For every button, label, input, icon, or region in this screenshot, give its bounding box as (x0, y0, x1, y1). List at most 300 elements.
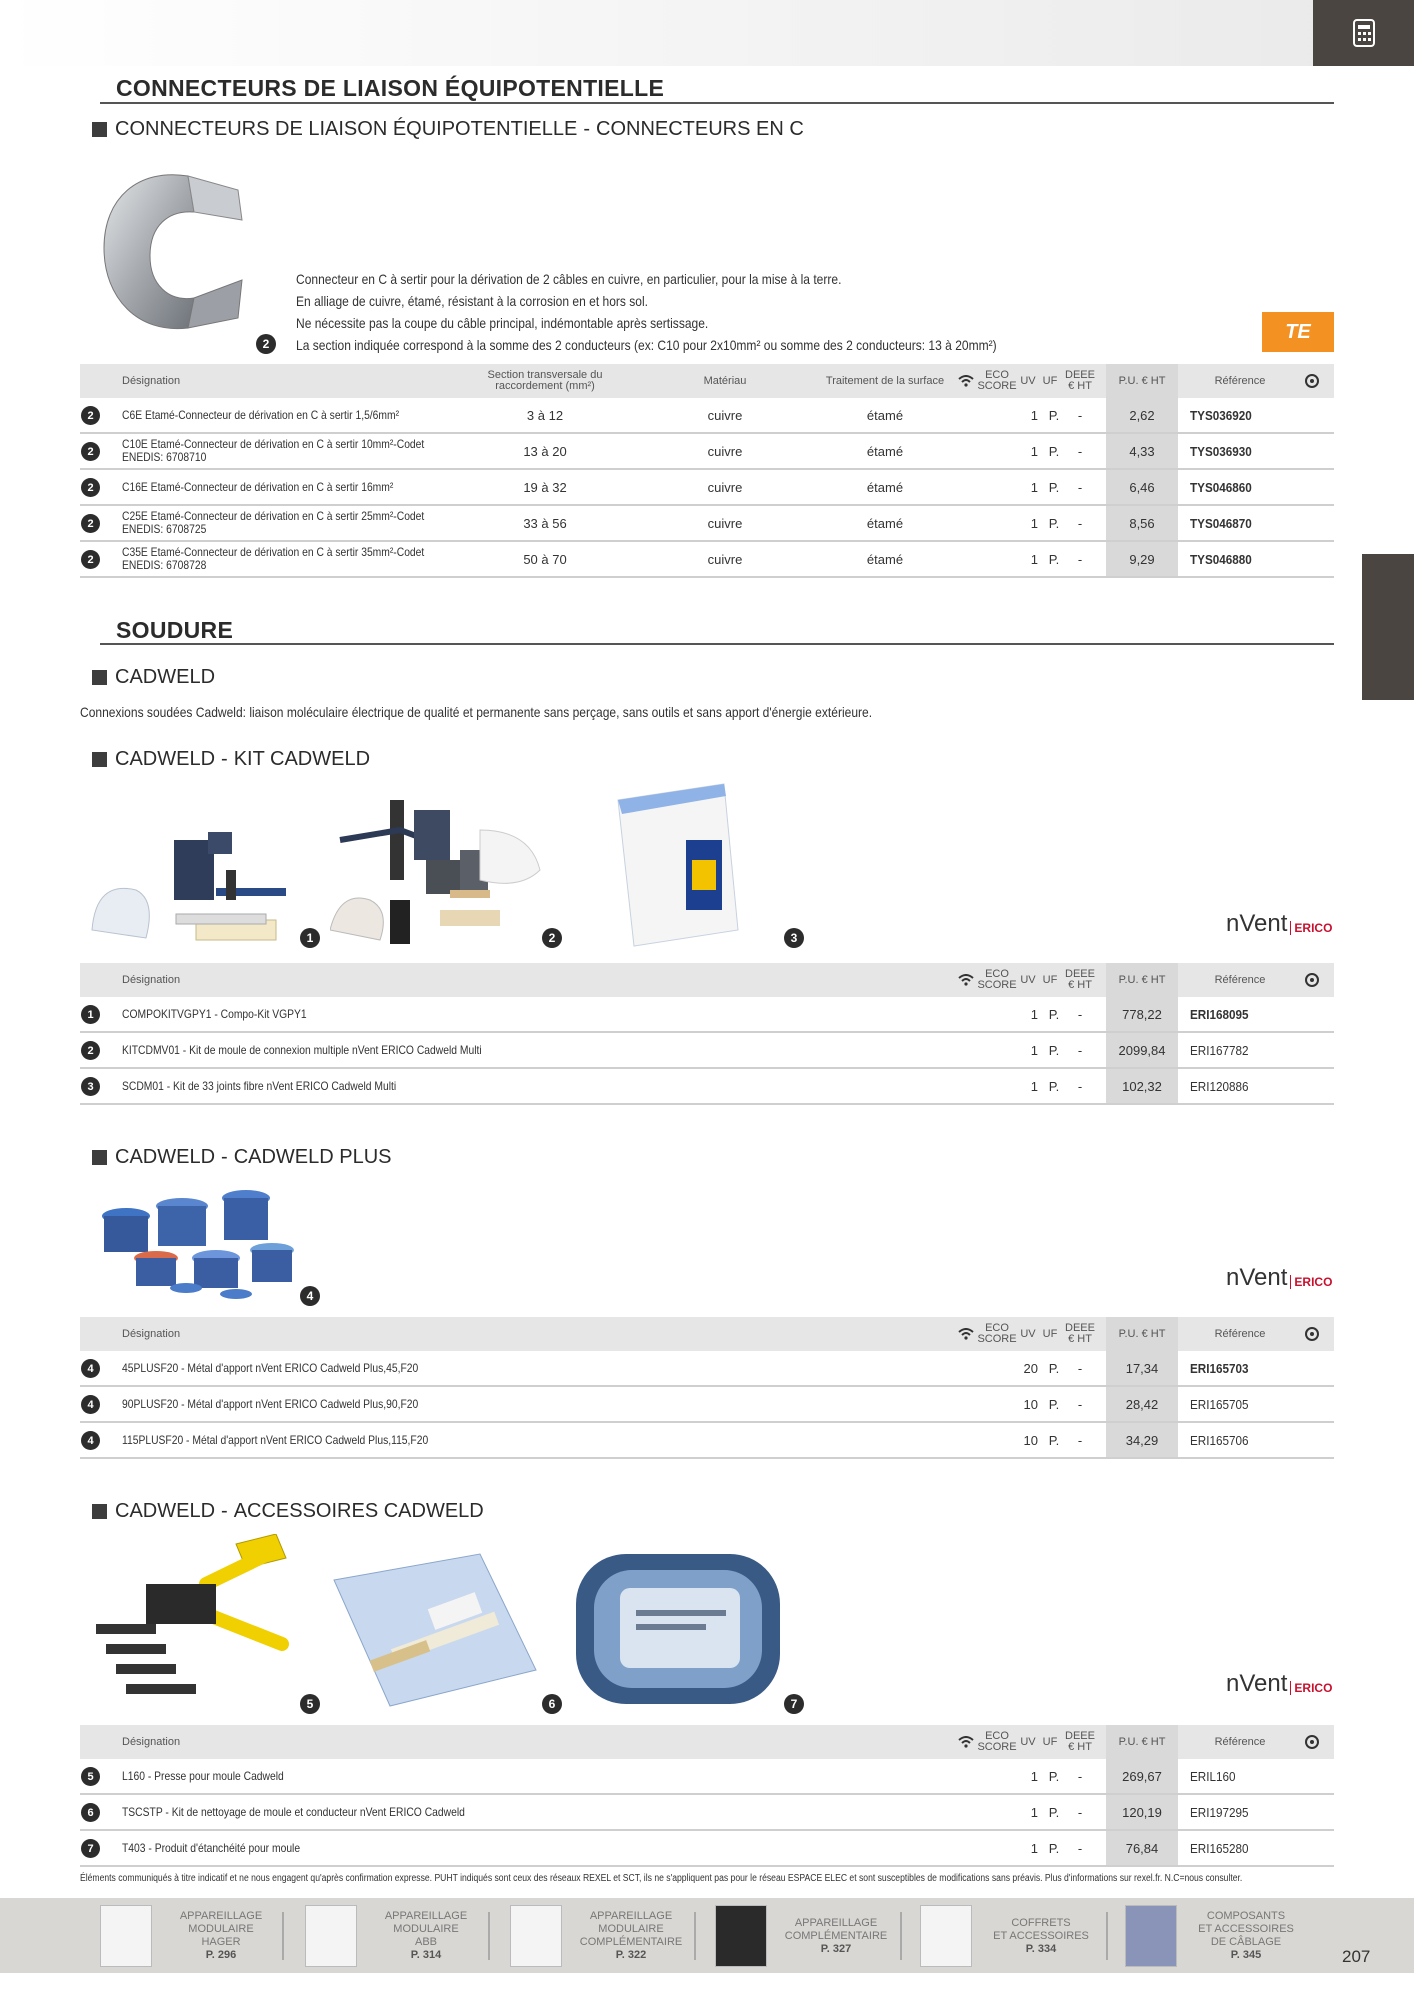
item-number-badge: 1 (81, 1005, 100, 1024)
col-eco-score (977, 1725, 1017, 1759)
footer-line: MODULAIRE (188, 1923, 254, 1935)
cell-designation (122, 506, 425, 540)
table-row[interactable] (80, 1069, 1334, 1105)
cell-designation: KITCDMV01 - Kit de moule de connexion multiple nVent ERICO Cadweld Multi (122, 1042, 482, 1057)
cell-designation: COMPOKITVGPY1 - Compo-Kit VGPY1 (122, 1006, 307, 1021)
table-row[interactable] (80, 398, 1334, 434)
footer-line: APPAREILLAGE (384, 1910, 468, 1922)
col-deee (1065, 1317, 1095, 1351)
contactor-thumbnail (715, 1905, 767, 1967)
cell-uf: P. (1048, 551, 1060, 567)
cell-traitement: étamé (866, 443, 904, 459)
footer-text (166, 1910, 276, 1962)
section-title-soudure: SOUDURE (116, 617, 234, 643)
subsection-sub: KIT CADWELD (233, 748, 371, 770)
item-number-badge: 4 (81, 1395, 100, 1414)
designation-line: ENEDIS: 6708710 (122, 450, 207, 464)
cadweld-description: Connexions soudées Cadweld: liaison moléculaire électrique de qualité et permanente sans perçage, sans outils et sans apport d'énergie extérieure. (80, 704, 873, 720)
section-rule (100, 643, 1334, 645)
footer-line: APPAREILLAGE (179, 1910, 263, 1922)
item-badge-6: 6 (542, 1694, 562, 1714)
desc-line: Connecteur en C à sertir pour la dérivation de 2 câbles en cuivre, en particulier, pour la mise à la terre. (296, 271, 842, 287)
footer-page: P. 296 (205, 1949, 237, 1961)
nvent-name: nVent (1226, 910, 1288, 937)
recycle-icon (1300, 1317, 1324, 1351)
cell-reference: TYS036930 (1190, 443, 1252, 459)
nvent-erico-logo (1226, 910, 1332, 938)
col-designation: Désignation (122, 1327, 181, 1340)
cell-deee: - (1077, 443, 1083, 459)
square-bullet-icon (92, 670, 107, 685)
cell-designation (122, 542, 425, 576)
cabinet-thumbnail (920, 1905, 972, 1967)
table-cadweld-plus (80, 1317, 1334, 1459)
cell-uf: P. (1048, 1768, 1060, 1784)
footer-line: APPAREILLAGE (589, 1910, 673, 1922)
score-label: SCORE (977, 380, 1017, 392)
footer-line: MODULAIRE (598, 1923, 664, 1935)
footer-page: P. 334 (1025, 1942, 1057, 1955)
nvent-name: nVent (1226, 1264, 1288, 1291)
square-bullet-icon (92, 1504, 107, 1519)
cell-section: 33 à 56 (523, 515, 567, 531)
score-label: SCORE (977, 1333, 1017, 1345)
designation-line: C25E Etamé-Connecteur de dérivation en C à sertir 25mm²-Codet (122, 509, 425, 523)
cell-deee: - (1077, 479, 1083, 495)
recycle-icon (1300, 1725, 1324, 1759)
eco-label: ECO (985, 1322, 1009, 1334)
cell-price: 778,22 (1106, 997, 1178, 1031)
cell-section: 13 à 20 (523, 443, 567, 459)
cell-reference: ERI165703 (1190, 1360, 1249, 1376)
item-badge-4: 4 (300, 1286, 320, 1306)
footer-page: P. 322 (615, 1949, 647, 1961)
cell-price: 2099,84 (1106, 1033, 1178, 1067)
cell-designation: 90PLUSF20 - Métal d'apport nVent ERICO Cadweld Plus,90,F20 (122, 1396, 419, 1411)
cell-designation (122, 434, 425, 468)
col-materiau: Matériau (703, 374, 747, 387)
footer-line: COMPOSANTS (1206, 1910, 1286, 1922)
subsection-main: CONNECTEURS DE LIAISON ÉQUIPOTENTIELLE (115, 118, 578, 140)
legal-footnote: Éléments communiqués à titre indicatif et ne nous engagent qu'après confirmation expresse. PUHT indiqués sont ceux des réseaux REXEL et SCT, ils ne s'appliquent pas pour le réseau ESPACE ELEC et sont susceptibles de modifications sans préavis. Plus d'informations sur rexel.fr. N.C=nous consulter. (80, 1873, 1243, 1884)
cell-price: 28,42 (1106, 1387, 1178, 1421)
cell-deee: - (1077, 1360, 1083, 1376)
col-uv: UV (1020, 973, 1036, 986)
nvent-name: nVent (1226, 1670, 1288, 1697)
deee-label: DEEE (1065, 1730, 1095, 1742)
col-puht: P.U. € HT (1106, 364, 1178, 398)
table-row[interactable] (80, 434, 1334, 470)
footer-divider (1106, 1912, 1108, 1960)
wifi-icon (954, 963, 978, 997)
section-rule (100, 102, 1334, 104)
score-label: SCORE (977, 1741, 1017, 1753)
cell-reference: ERI197295 (1190, 1804, 1249, 1820)
cell-uv: 1 (1030, 443, 1038, 459)
timer-thumbnail (510, 1905, 562, 1967)
item-number-badge: 7 (81, 1839, 100, 1858)
table-body (80, 398, 1334, 578)
item-badge-3: 3 (784, 928, 804, 948)
deee-unit: € HT (1068, 380, 1092, 392)
footer-divider (694, 1912, 696, 1960)
subsection-main: CADWELD (115, 1500, 216, 1522)
table-row[interactable] (80, 1831, 1334, 1867)
item-number-badge: 2 (81, 406, 100, 425)
cell-materiau: cuivre (707, 443, 743, 459)
cadweld-plus-cups-image (86, 1176, 306, 1306)
table-row[interactable] (80, 997, 1334, 1033)
cell-price: 6,46 (1106, 470, 1178, 504)
table-row[interactable] (80, 1795, 1334, 1831)
col-traitement: Traitement de la surface (825, 374, 945, 387)
item-number-badge: 2 (81, 550, 100, 569)
col-uf: UF (1042, 1327, 1058, 1340)
deee-label: DEEE (1065, 369, 1095, 381)
desc-line: En alliage de cuivre, étamé, résistant à la corrosion en et hors sol. (296, 293, 649, 309)
deee-unit: € HT (1068, 979, 1092, 991)
square-bullet-icon (92, 752, 107, 767)
table-header (80, 1317, 1334, 1351)
col-reference: Référence (1214, 1735, 1266, 1748)
footer-line: ET ACCESSOIRES (993, 1929, 1089, 1942)
footer-line: COMPLÉMENTAIRE (784, 1929, 888, 1942)
designation-line: C6E Etamé-Connecteur de dérivation en C à sertir 1,5/6mm² (122, 407, 400, 422)
cell-designation: SCDM01 - Kit de 33 joints fibre nVent ERICO Cadweld Multi (122, 1078, 397, 1093)
subsection-main: CADWELD (115, 748, 216, 770)
subsection-title-accessoires (92, 1500, 484, 1523)
subsection-main: CADWELD (115, 1146, 216, 1168)
item-badge-5: 5 (300, 1694, 320, 1714)
cell-reference: ERI167782 (1190, 1042, 1249, 1058)
nvent-erico-logo (1226, 1264, 1332, 1292)
eco-label: ECO (985, 369, 1009, 381)
subsection-separator: - (583, 118, 590, 140)
subsection-sub: CADWELD PLUS (233, 1146, 392, 1168)
col-designation: Désignation (122, 973, 181, 986)
cell-designation: T403 - Produit d'étanchéité pour moule (122, 1840, 301, 1855)
item-badge-1: 1 (300, 928, 320, 948)
item-number-badge: 2 (81, 1041, 100, 1060)
cell-uv: 1 (1030, 1768, 1038, 1784)
col-puht: P.U. € HT (1106, 1317, 1178, 1351)
item-badge-2: 2 (542, 928, 562, 948)
col-uv: UV (1020, 1327, 1036, 1340)
cell-deee: - (1077, 551, 1083, 567)
product-description (296, 268, 997, 356)
cell-uf: P. (1048, 479, 1060, 495)
cell-uv: 10 (1023, 1432, 1038, 1448)
recycle-icon (1300, 364, 1324, 398)
breaker-thumbnail (100, 1905, 152, 1967)
col-puht: P.U. € HT (1106, 963, 1178, 997)
table-header (80, 364, 1334, 398)
item-number-badge: 2 (81, 514, 100, 533)
top-bar (0, 0, 1414, 66)
footer-divider (282, 1912, 284, 1960)
col-deee (1065, 963, 1095, 997)
cell-uv: 1 (1030, 1078, 1038, 1094)
cell-uf: P. (1048, 1078, 1060, 1094)
cell-price: 8,56 (1106, 506, 1178, 540)
square-bullet-icon (92, 1150, 107, 1165)
designation-line: C35E Etamé-Connecteur de dérivation en C à sertir 35mm²-Codet (122, 545, 425, 559)
side-tab[interactable] (1362, 554, 1414, 700)
footer-link-abb[interactable] (305, 1904, 481, 1968)
footer-text (986, 1917, 1096, 1956)
cell-deee: - (1077, 1396, 1083, 1412)
desc-line: La section indiquée correspond à la somme des 2 conducteurs (ex: C10 pour 2x10mm² ou somme des 2 conducteurs: 13 à 20mm²) (296, 337, 997, 353)
footer-line: APPAREILLAGE (794, 1916, 878, 1929)
col-eco-score (977, 1317, 1017, 1351)
erico-name: ERICO (1290, 1681, 1332, 1695)
item-number-badge: 4 (81, 1359, 100, 1378)
table-row[interactable] (80, 506, 1334, 542)
table-row[interactable] (80, 1387, 1334, 1423)
footer-page: P. 345 (1230, 1949, 1262, 1961)
col-reference: Référence (1214, 973, 1266, 986)
col-eco-score (977, 364, 1017, 398)
cell-reference: ERI165706 (1190, 1432, 1249, 1448)
item-number-badge: 2 (81, 442, 100, 461)
cell-designation: L160 - Presse pour moule Cadweld (122, 1768, 284, 1783)
page-number: 207 (1342, 1947, 1371, 1966)
table-body (80, 1759, 1334, 1867)
footer-line: DE CÂBLAGE (1210, 1936, 1282, 1948)
cell-materiau: cuivre (707, 551, 743, 567)
cell-designation: TSCSTP - Kit de nettoyage de moule et conducteur nVent ERICO Cadweld (122, 1804, 465, 1819)
item-number-badge: 6 (81, 1803, 100, 1822)
presse-moule-image (86, 1534, 306, 1714)
eco-label: ECO (985, 968, 1009, 980)
cell-uf: P. (1048, 515, 1060, 531)
cell-section: 3 à 12 (526, 407, 564, 423)
col-designation: Désignation (122, 374, 181, 387)
cell-uv: 1 (1030, 1840, 1038, 1856)
cell-uf: P. (1048, 1432, 1060, 1448)
square-bullet-icon (92, 122, 107, 137)
cell-reference: TYS046870 (1190, 515, 1252, 531)
cell-traitement: étamé (866, 515, 904, 531)
cell-uv: 1 (1030, 1804, 1038, 1820)
col-uf: UF (1042, 1735, 1058, 1748)
cell-reference: ERI120886 (1190, 1078, 1249, 1094)
footer-line: MODULAIRE (393, 1923, 459, 1935)
table-accessoires (80, 1725, 1334, 1867)
cell-uf: P. (1048, 443, 1060, 459)
wifi-icon (954, 364, 978, 398)
table-row[interactable] (80, 470, 1334, 506)
cell-reference: ERI165280 (1190, 1840, 1249, 1856)
cell-deee: - (1077, 1078, 1083, 1094)
deee-label: DEEE (1065, 1322, 1095, 1334)
subsection-separator: - (221, 748, 228, 770)
designation-line: C16E Etamé-Connecteur de dérivation en C à sertir 16mm² (122, 479, 394, 494)
footer-line: COFFRETS (1011, 1916, 1071, 1929)
table-connecteurs (80, 364, 1334, 578)
nvent-erico-logo (1226, 1670, 1332, 1698)
cell-deee: - (1077, 1006, 1083, 1022)
footer-link-composants[interactable] (1125, 1904, 1301, 1968)
erico-name: ERICO (1290, 921, 1332, 935)
cell-traitement: étamé (866, 407, 904, 423)
item-badge-2: 2 (256, 334, 276, 354)
subsection-sub: ACCESSOIRES CADWELD (233, 1500, 484, 1522)
cell-deee: - (1077, 1432, 1083, 1448)
cell-uf: P. (1048, 1006, 1060, 1022)
item-number-badge: 5 (81, 1767, 100, 1786)
kit-nettoyage-image (330, 1550, 540, 1710)
item-badge-7: 7 (784, 1694, 804, 1714)
footer-divider (900, 1912, 902, 1960)
deee-unit: € HT (1068, 1741, 1092, 1753)
footer-line: HAGER (201, 1936, 241, 1948)
col-reference: Référence (1214, 374, 1266, 387)
cell-uv: 1 (1030, 479, 1038, 495)
cell-uv: 10 (1023, 1396, 1038, 1412)
col-deee (1065, 1725, 1095, 1759)
footer-line: ABB (414, 1936, 437, 1948)
footer-link-coffrets[interactable] (920, 1904, 1096, 1968)
desc-line: Ne nécessite pas la coupe du câble principal, indémontable après sertissage. (296, 315, 709, 331)
cell-price: 9,29 (1106, 542, 1178, 576)
cell-reference: TYS046860 (1190, 479, 1252, 495)
subsection-title-connecteurs-en-c (92, 118, 804, 141)
erico-name: ERICO (1290, 1275, 1332, 1289)
cell-section: 19 à 32 (523, 479, 567, 495)
joints-fibre-image (614, 780, 744, 950)
cell-materiau: cuivre (707, 407, 743, 423)
footer-divider (488, 1912, 490, 1960)
catalog-icon (1351, 18, 1377, 48)
cell-price: 76,84 (1106, 1831, 1178, 1865)
cell-price: 2,62 (1106, 398, 1178, 432)
cell-price: 102,32 (1106, 1069, 1178, 1103)
cell-uv: 20 (1023, 1360, 1038, 1376)
te-brand-logo (1262, 312, 1334, 352)
recycle-icon (1300, 963, 1324, 997)
cell-uv: 1 (1030, 515, 1038, 531)
item-number-badge: 4 (81, 1431, 100, 1450)
cell-reference: ERI165705 (1190, 1396, 1249, 1412)
cell-uf: P. (1048, 1840, 1060, 1856)
subsection-separator: - (221, 1500, 228, 1522)
te-logo-text: TE (1285, 320, 1311, 343)
subsection-title-cadweld-plus (92, 1146, 392, 1169)
footer-text (576, 1910, 686, 1962)
cell-uv: 1 (1030, 407, 1038, 423)
wifi-icon (954, 1317, 978, 1351)
col-designation: Désignation (122, 1735, 181, 1748)
cell-designation: 115PLUSF20 - Métal d'apport nVent ERICO Cadweld Plus,115,F20 (122, 1432, 429, 1447)
deee-unit: € HT (1068, 1333, 1092, 1345)
designation-line: ENEDIS: 6708728 (122, 558, 207, 572)
wifi-icon (954, 1725, 978, 1759)
cell-designation: 45PLUSF20 - Métal d'apport nVent ERICO Cadweld Plus,45,F20 (122, 1360, 419, 1375)
table-row[interactable] (80, 1423, 1334, 1459)
col-eco-score (977, 963, 1017, 997)
cell-uv: 1 (1030, 1042, 1038, 1058)
cell-price: 4,33 (1106, 434, 1178, 468)
table-header (80, 963, 1334, 997)
footer-page: P. 314 (410, 1949, 442, 1961)
footer-text (371, 1910, 481, 1962)
subsection-sub: CONNECTEURS EN C (596, 118, 804, 140)
cell-traitement: étamé (866, 551, 904, 567)
footer-link-hager[interactable] (100, 1904, 276, 1968)
cell-materiau: cuivre (707, 515, 743, 531)
table-body (80, 997, 1334, 1105)
subsection-main: CADWELD (115, 666, 216, 688)
terminal-block-thumbnail (1125, 1905, 1177, 1967)
c-connector-image (98, 168, 246, 340)
cell-deee: - (1077, 1042, 1083, 1058)
item-number-badge: 2 (81, 478, 100, 497)
deee-label: DEEE (1065, 968, 1095, 980)
cell-reference: TYS046880 (1190, 551, 1252, 567)
cell-deee: - (1077, 1804, 1083, 1820)
table-header (80, 1725, 1334, 1759)
eco-label: ECO (985, 1730, 1009, 1742)
col-section: Section transversale du raccordement (mm²) (487, 369, 603, 392)
corner-tab[interactable] (1313, 0, 1414, 66)
footer-line: ET ACCESSOIRES (1198, 1923, 1294, 1935)
footer-link-appareillage-complementaire[interactable] (715, 1904, 891, 1968)
table-row[interactable] (80, 542, 1334, 578)
cell-section: 50 à 70 (523, 551, 567, 567)
cell-deee: - (1077, 1840, 1083, 1856)
col-reference: Référence (1214, 1327, 1266, 1340)
kit-moule-image (330, 790, 550, 950)
footer-line: COMPLÉMENTAIRE (579, 1936, 683, 1948)
col-puht: P.U. € HT (1106, 1725, 1178, 1759)
cell-uv: 1 (1030, 1006, 1038, 1022)
footer-text (1191, 1910, 1301, 1962)
cell-uf: P. (1048, 1396, 1060, 1412)
cell-uf: P. (1048, 1804, 1060, 1820)
item-number-badge: 3 (81, 1077, 100, 1096)
cell-uf: P. (1048, 1360, 1060, 1376)
table-row[interactable] (80, 1351, 1334, 1387)
subsection-title-kit-cadweld (92, 748, 370, 771)
cell-price: 17,34 (1106, 1351, 1178, 1385)
table-body (80, 1351, 1334, 1459)
table-kit-cadweld (80, 963, 1334, 1105)
cell-deee: - (1077, 1768, 1083, 1784)
cell-uf: P. (1048, 1042, 1060, 1058)
cell-reference: ERIL160 (1190, 1768, 1236, 1784)
cell-uv: 1 (1030, 551, 1038, 567)
footer-text (781, 1917, 891, 1956)
table-row[interactable] (80, 1759, 1334, 1795)
footer-link-complementaire[interactable] (510, 1904, 686, 1968)
designation-line: C10E Etamé-Connecteur de dérivation en C à sertir 10mm²-Codet (122, 437, 425, 451)
bottom-nav-bar (0, 1898, 1414, 1973)
col-uv: UV (1020, 1735, 1036, 1748)
cell-uf: P. (1048, 407, 1060, 423)
col-uv: UV (1020, 374, 1036, 387)
col-uf: UF (1042, 973, 1058, 986)
cell-deee: - (1077, 407, 1083, 423)
designation-line: ENEDIS: 6708725 (122, 522, 207, 536)
cell-price: 34,29 (1106, 1423, 1178, 1457)
breaker-thumbnail (305, 1905, 357, 1967)
table-row[interactable] (80, 1033, 1334, 1069)
compo-kit-image (86, 820, 306, 950)
cell-reference: TYS036920 (1190, 407, 1252, 423)
cell-price: 120,19 (1106, 1795, 1178, 1829)
col-deee (1065, 364, 1095, 398)
